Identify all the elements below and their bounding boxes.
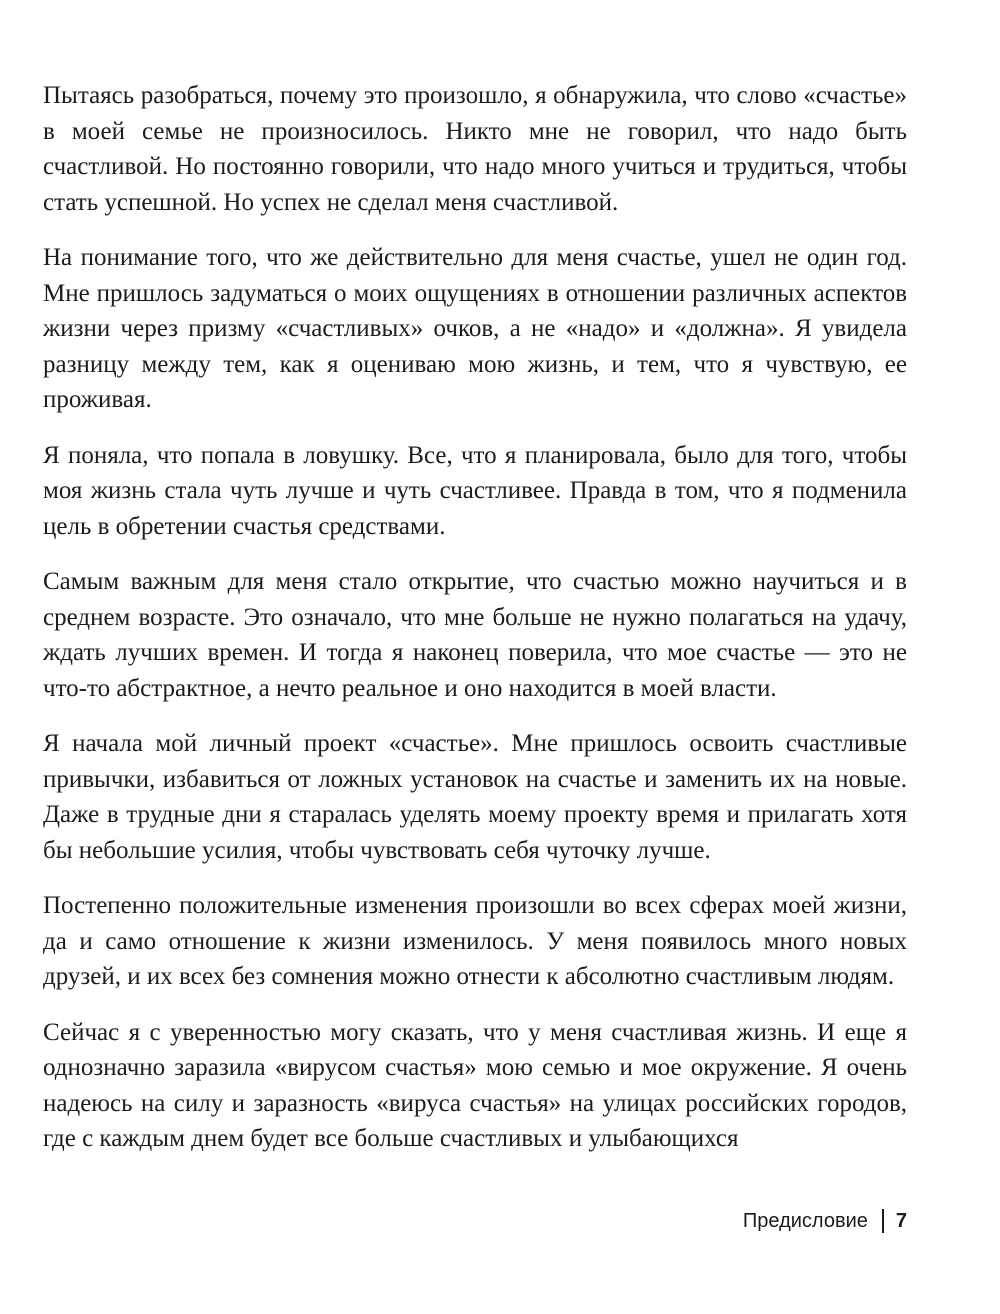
page-body (43, 78, 907, 1177)
page-footer (743, 1209, 907, 1233)
section-title: Предисловие (742, 1209, 868, 1232)
paragraph-5: Я начала мой личный проект «счастье». Мне пришлось освоить счастливые привычки, избавиться от ложных установок на счастье и заменить их на новые. Даже в трудные дни я старалась уделять моему проекту время и прилагать хотя бы небольшие усилия, чтобы чувствовать себя чуточку лучше. (43, 730, 907, 864)
paragraph-3: Я поняла, что попала в ловушку. Все, что я планировала, было для того, чтобы моя жизнь стала чуть лучше и чуть счастливее. Правда в том, что я подменила цель в обретении счастья средствами. (43, 441, 907, 540)
paragraph-1: Пытаясь разобраться, почему это произошло, я обнаружила, что слово «счастье» в моей семье не произносилось. Никто мне не говорил, что надо быть счастливой. Но постоянно говорили, что надо много учиться и трудиться, чтобы стать успешной. Но успех не сделал меня счастливой. (43, 82, 907, 216)
paragraph-4: Самым важным для меня стало открытие, что счастью можно научиться и в среднем возрасте. Это означало, что мне больше не нужно полагаться на удачу, ждать лучших времен. И тогда я наконец поверила, что мое счастье — это не что-то абстрактное, а нечто реальное и оно находится в моей власти. (43, 568, 907, 702)
paragraph-7: Сейчас я с уверенностью могу сказать, что у меня счастливая жизнь. И еще я однозначно заразила «вирусом счастья» мою семью и мое окружение. Я очень надеюсь на силу и заразность «вируса счастья» на улицах российских городов, где с каждым днем будет все больше счастливых и улыбающихся (43, 1018, 907, 1152)
paragraph-2: На понимание того, что же действительно для меня счастье, ушел не один год. Мне пришлось задуматься о моих ощущениях в отношении различных аспектов жизни через призму «счастливых» очков, а не «надо» и «должна». Я увидела разницу между тем, как я оцениваю мою жизнь, и тем, что я чувствую, ее проживая. (43, 244, 907, 413)
footer-divider (882, 1209, 884, 1233)
page-number: 7 (895, 1209, 907, 1232)
paragraph-6: Постепенно положительные изменения произошли во всех сферах моей жизни, да и само отношение к жизни изменилось. У меня появилось много новых друзей, и их всех без сомнения можно отнести к абсолютно счастливым людям. (43, 892, 907, 990)
